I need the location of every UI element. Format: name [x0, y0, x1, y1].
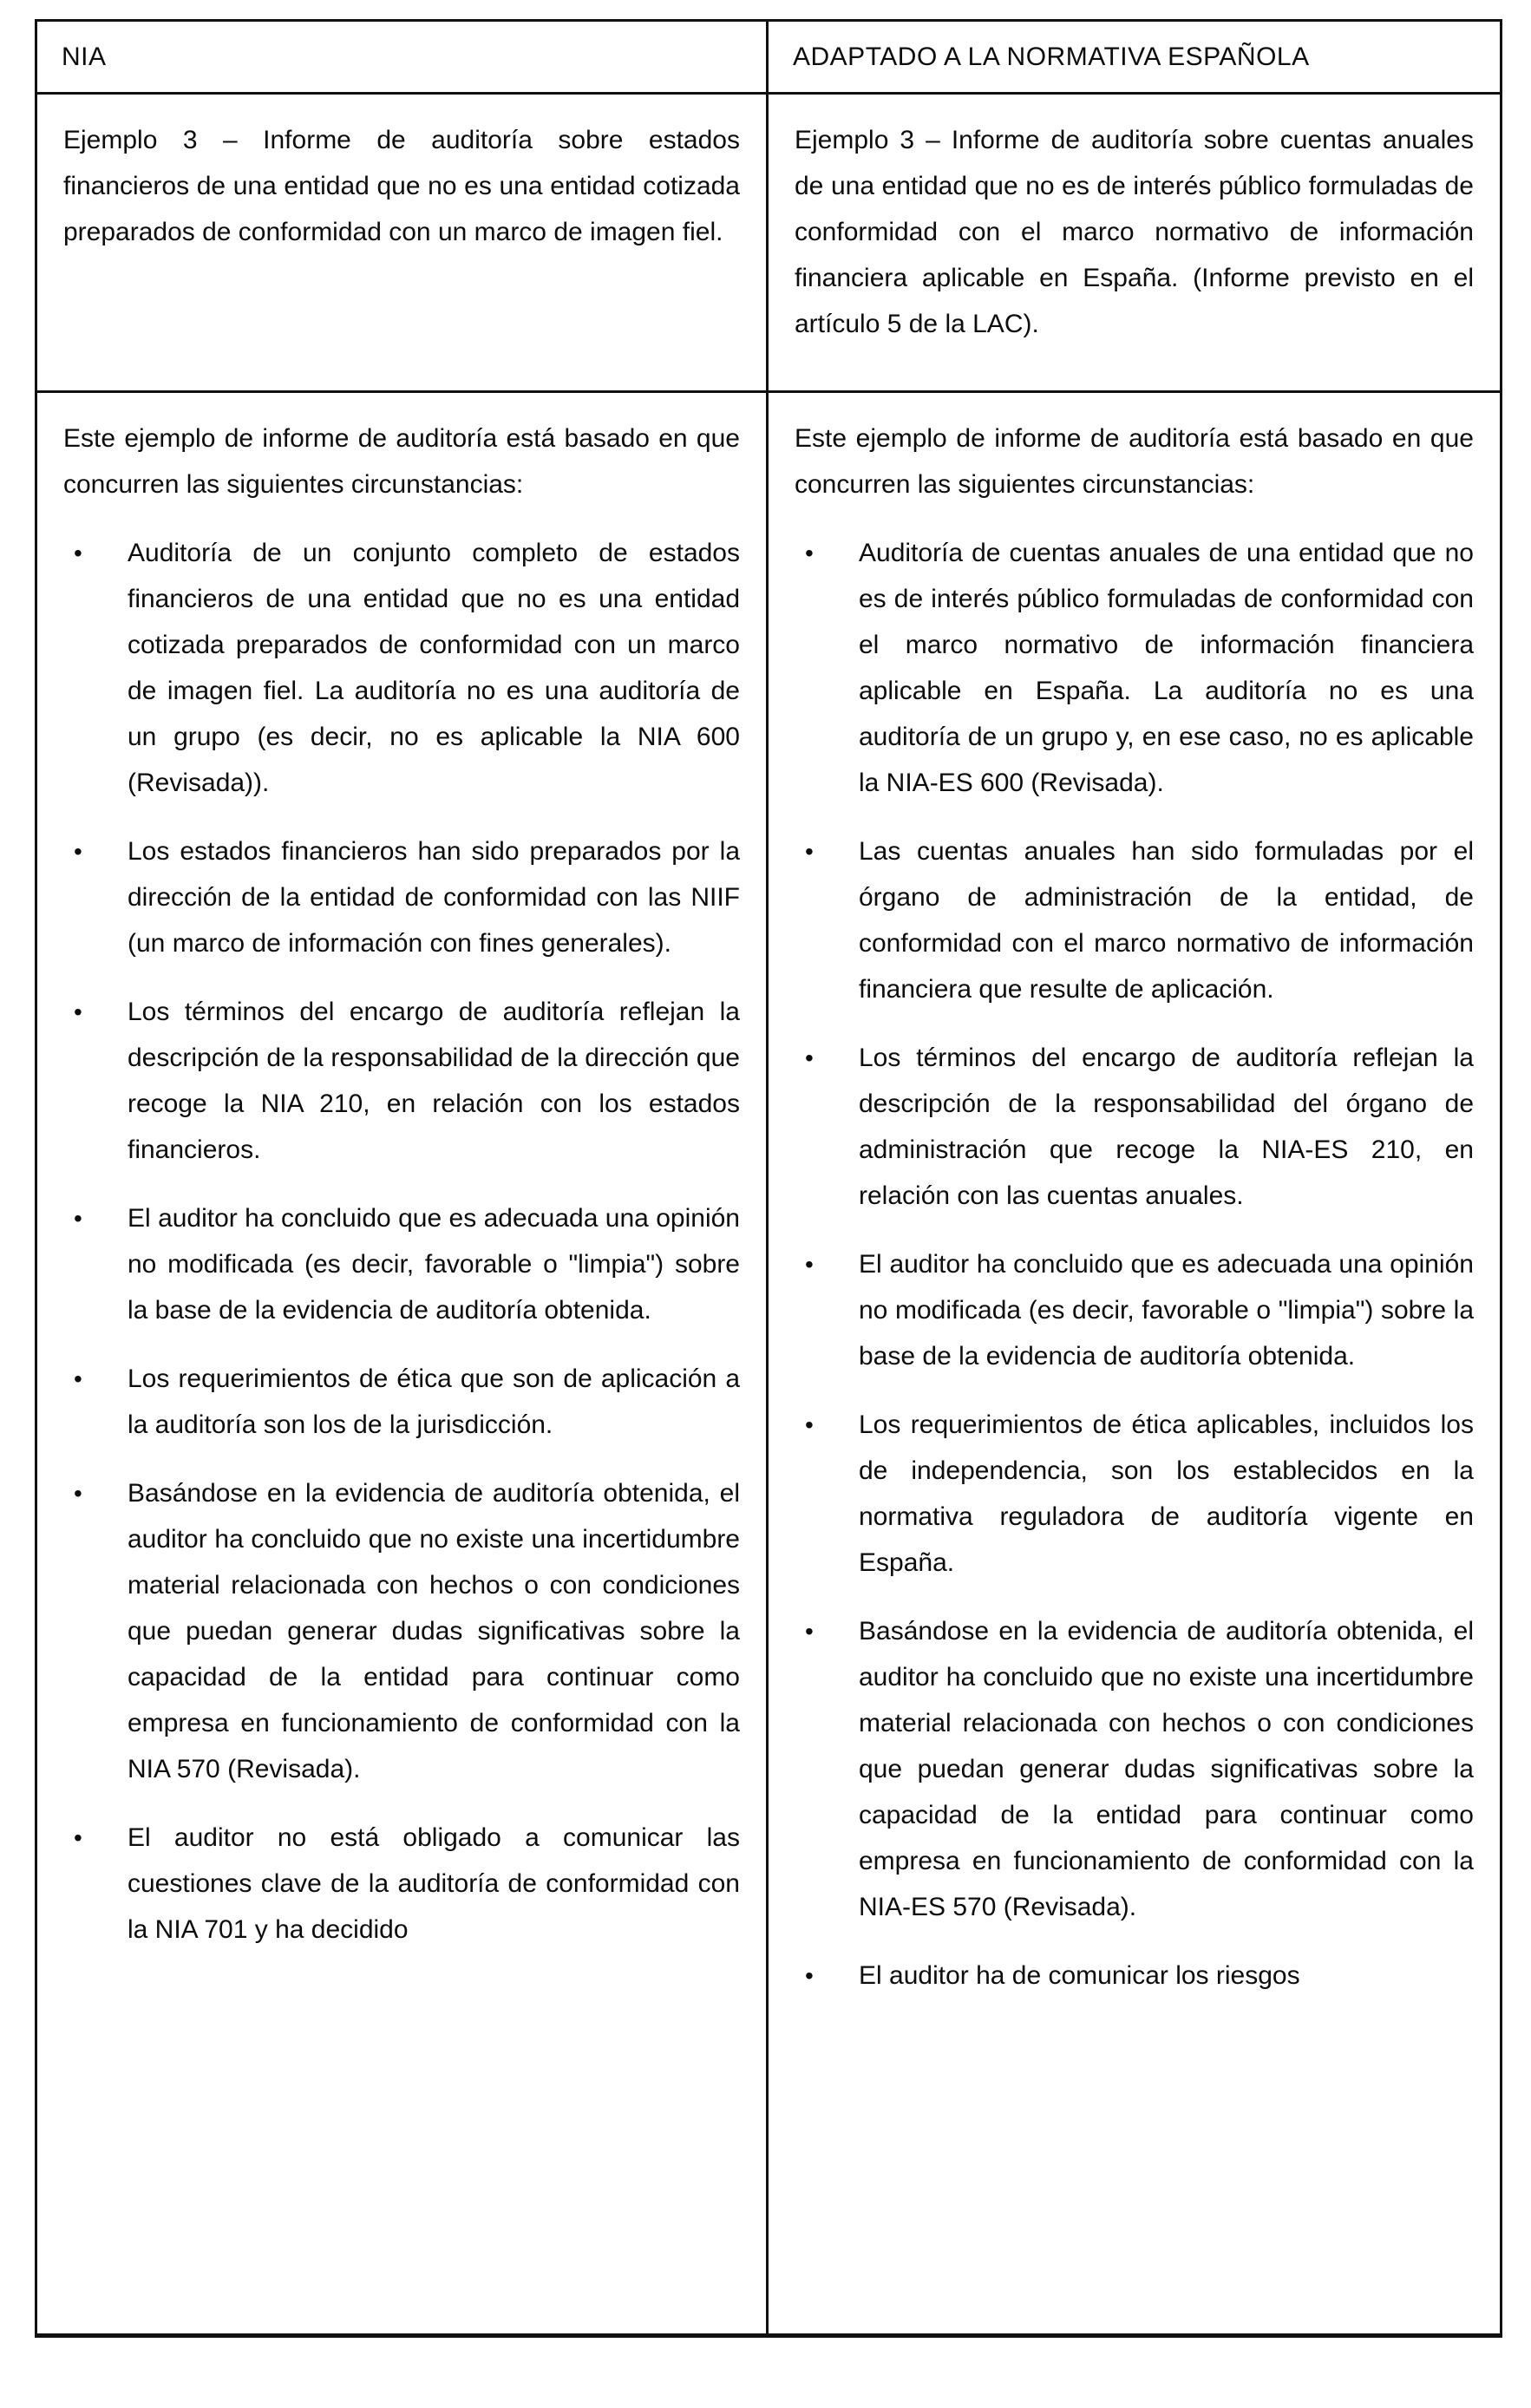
example-title-cell-nia — [37, 95, 769, 390]
bullet-item — [74, 828, 740, 966]
bullet-icon: • — [805, 540, 814, 566]
circumstances-cell-nia — [37, 393, 769, 2333]
bullet-text: Basándose en la evidencia de auditoría obtenida, el auditor ha concluido que no existe una incertidumbre material relacionada con hechos o con condiciones que puedan generar dudas significativas sobre la capacidad de la entidad para continuar como empresa en funcionamiento de conformidad con la NIA-ES 570 (Revisada). — [859, 1617, 1474, 1921]
bullet-text: Basándose en la evidencia de auditoría obtenida, el auditor ha concluido que no existe una incertidumbre material relacionada con hechos o con condiciones que puedan generar dudas significativas sobre la capacidad de la entidad para continuar como empresa en funcionamiento de conformidad con la NIA 570 (Revisada). — [128, 1479, 740, 1783]
example-title-adaptado: Ejemplo 3 – Informe de auditoría sobre cuentas anuales de una entidad que no es de interés público formuladas de conformidad con el marco normativo de información financiera aplicable en España. (Informe previsto en el artículo 5 de la LAC). — [795, 126, 1474, 338]
header-label-nia: NIA — [62, 42, 107, 71]
bullet-icon: • — [74, 1824, 82, 1851]
example-title-row — [37, 92, 1500, 390]
bullet-item — [74, 1470, 740, 1792]
bullet-text: Auditoría de cuentas anuales de una entidad que no es de interés público formuladas de conformidad con el marco normativo de información financiera aplicable en España. La auditoría no es una auditoría de un grupo y, en ese caso, no es aplicable la NIA-ES 600 (Revisada). — [859, 539, 1474, 797]
bullet-text: Los requerimientos de ética que son de aplicación a la auditoría son los de la jurisdicción. — [128, 1364, 740, 1439]
bullet-item — [805, 1035, 1474, 1219]
bullet-item — [805, 530, 1474, 806]
circumstances-list-nia — [63, 530, 740, 1953]
bullet-icon: • — [74, 1365, 82, 1392]
bullet-icon: • — [74, 1480, 82, 1507]
bullet-text: El auditor no está obligado a comunicar las cuestiones clave de la auditoría de conformidad con la NIA 701 y ha decidido — [128, 1823, 740, 1944]
bullet-icon: • — [74, 838, 82, 865]
table-header-row — [37, 22, 1500, 92]
bullet-icon: • — [805, 1618, 814, 1645]
example-title-nia: Ejemplo 3 – Informe de auditoría sobre estados financieros de una entidad que no es una entidad cotizada preparados de conformidad con un marco de imagen fiel. — [63, 126, 740, 246]
bullet-text: El auditor ha concluido que es adecuada una opinión no modificada (es decir, favorable o "limpia") sobre la base de la evidencia de auditoría obtenida. — [859, 1250, 1474, 1371]
bullet-text: Las cuentas anuales han sido formuladas por el órgano de administración de la entidad, de conformidad con el marco normativo de información financiera que resulte de aplicación. — [859, 837, 1474, 1004]
bullet-icon: • — [74, 1205, 82, 1232]
bullet-text: El auditor ha concluido que es adecuada una opinión no modificada (es decir, favorable o "limpia") sobre la base de la evidencia de auditoría obtenida. — [128, 1204, 740, 1325]
circumstances-intro-nia: Este ejemplo de informe de auditoría está basado en que concurren las siguientes circunstancias: — [63, 424, 740, 499]
bullet-item — [74, 530, 740, 806]
header-label-adaptado: ADAPTADO A LA NORMATIVA ESPAÑOLA — [793, 42, 1310, 71]
bullet-item — [74, 1356, 740, 1448]
bullet-item — [74, 1195, 740, 1333]
bullet-icon: • — [805, 1044, 814, 1071]
bullet-icon: • — [74, 540, 82, 566]
bullet-icon: • — [805, 1251, 814, 1278]
example-title-cell-adaptado — [769, 95, 1500, 390]
bullet-icon: • — [805, 838, 814, 865]
bullet-text: Los requerimientos de ética aplicables, incluidos los de independencia, son los establecidos en la normativa reguladora de auditoría vigente en España. — [859, 1410, 1474, 1577]
bullet-item — [74, 989, 740, 1173]
bullet-item — [805, 1608, 1474, 1930]
bullet-item — [805, 828, 1474, 1012]
bullet-text: El auditor ha de comunicar los riesgos — [859, 1961, 1300, 1990]
header-cell-nia — [37, 22, 769, 92]
circumstances-row — [37, 390, 1500, 2333]
bullet-item — [805, 1402, 1474, 1586]
bullet-icon: • — [805, 1411, 814, 1438]
circumstances-intro-adaptado: Este ejemplo de informe de auditoría está basado en que concurren las siguientes circunstancias: — [795, 424, 1474, 499]
bullet-icon: • — [805, 1962, 814, 1989]
bullet-text: Los estados financieros han sido preparados por la dirección de la entidad de conformidad con las NIIF (un marco de información con fines generales). — [128, 837, 740, 958]
bullet-text: Auditoría de un conjunto completo de estados financieros de una entidad que no es una entidad cotizada preparados de conformidad con un marco de imagen fiel. La auditoría no es una auditoría de un grupo (es decir, no es aplicable la NIA 600 (Revisada)). — [128, 539, 740, 797]
bullet-item — [805, 1241, 1474, 1379]
comparison-table — [35, 19, 1502, 2338]
bullet-item — [74, 1815, 740, 1953]
header-cell-adaptado — [769, 22, 1500, 92]
bullet-icon: • — [74, 998, 82, 1025]
circumstances-list-adaptado — [795, 530, 1474, 1999]
circumstances-cell-adaptado — [769, 393, 1500, 2333]
bullet-item — [805, 1953, 1474, 1999]
bullet-text: Los términos del encargo de auditoría reflejan la descripción de la responsabilidad de la dirección que recoge la NIA 210, en relación con los estados financieros. — [128, 998, 740, 1164]
bullet-text: Los términos del encargo de auditoría reflejan la descripción de la responsabilidad del órgano de administración que recoge la NIA-ES 210, en relación con las cuentas anuales. — [859, 1044, 1474, 1210]
